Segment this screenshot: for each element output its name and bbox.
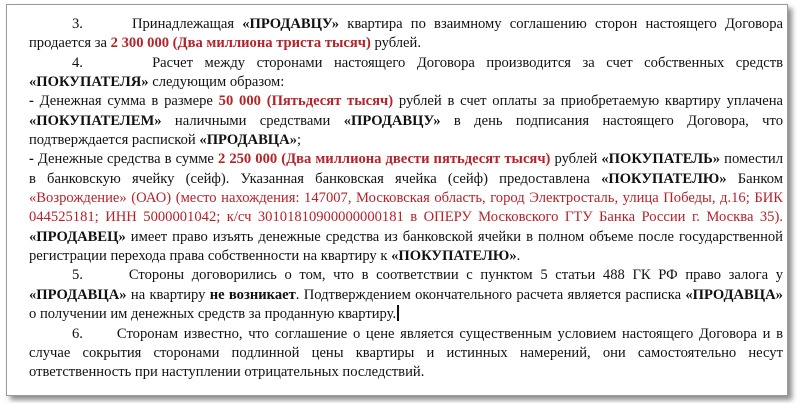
clause-text: на квартиру <box>126 286 210 303</box>
clause-text: . Подтверждением окончательного расчета является расписка <box>295 286 686 303</box>
price-amount: 2 300 000 (Два миллиона триста тысяч) <box>110 35 371 52</box>
clause-text: Денежные средства в сумме <box>37 151 218 168</box>
party-seller: «ПРОДАВЕЦ» <box>29 228 126 245</box>
deposit-amount: 50 000 (Пятьдесят тысяч) <box>218 93 394 110</box>
clause-text: . <box>516 248 521 265</box>
party-buyer: «ПОКУПАТЕЛЯ» <box>29 74 149 91</box>
text-cursor <box>397 305 399 321</box>
clause-text: Расчет между сторонами настоящего Договора производится за счет собственных средств <box>152 54 783 71</box>
clause-text: Стороны договорились о том, что в соответствии с пунктом 5 статьи 488 ГК РФ право залога у <box>128 267 784 284</box>
clause-text: рублей. <box>370 35 421 52</box>
clause-number: 5. <box>72 267 83 284</box>
list-dash: - <box>29 93 40 110</box>
clause-6 <box>29 325 783 383</box>
clause-4 <box>29 54 783 93</box>
clause-text: Денежная сумма в размере <box>39 93 219 110</box>
clause-number: 4. <box>72 54 83 71</box>
list-dash: - <box>29 151 38 168</box>
clause-4-item-1 <box>29 92 783 150</box>
clause-text: Принадлежащая <box>131 16 243 32</box>
clause-text: в день подписания настоящего Договора, что подтверждается распиской <box>29 112 784 149</box>
clause-number: 6. <box>72 325 83 342</box>
party-buyer: «ПОКУПАТЕЛЮ» <box>391 248 517 265</box>
party-buyer: «ПОКУПАТЕЛЮ» <box>601 170 727 187</box>
contract-text <box>29 15 783 383</box>
clause-text: Банком <box>726 170 783 187</box>
clause-5 <box>29 266 783 324</box>
no-lien-phrase: не возникает <box>209 286 296 303</box>
clause-text: о получении им денежных средств за проданную квартиру. <box>29 306 397 323</box>
clause-4-item-2 <box>29 150 783 266</box>
party-buyer: «ПОКУПАТЕЛЕМ» <box>29 112 162 129</box>
party-seller: «ПРОДАВЦА» <box>29 286 127 303</box>
clause-number: 3. <box>72 16 83 32</box>
clause-text: рублей в счет оплаты за приобретаемую квартиру уплачена <box>393 93 783 110</box>
party-buyer: «ПОКУПАТЕЛЬ» <box>601 151 721 168</box>
clause-text: поместил в банковскую ячейку (сейф). Указанная банковская ячейка (сейф) предоставлена <box>29 151 783 187</box>
clause-text: ; <box>297 132 302 149</box>
safe-deposit-amount: 2 250 000 (Два миллиона двести пятьдесят тысяч) <box>217 151 551 168</box>
party-seller: «ПРОДАВЦУ» <box>343 112 441 129</box>
document-frame <box>6 4 788 396</box>
clause-text: наличными средствами <box>161 112 344 129</box>
clause-text: квартира по взаимному соглашению сторон настоящего Договора продается за <box>29 16 783 52</box>
party-seller: «ПРОДАВЦА» <box>685 286 783 303</box>
clause-text: Сторонам известно, что соглашение о цене является существенным условием настоящего Договора и в случае сокрытия сторонами подлинной цены квартиры и истинных намерений, они самостоятельно несут ответственность при наступлении отрицательных последствий. <box>29 325 783 381</box>
party-seller: «ПРОДАВЦА» <box>199 132 297 149</box>
clause-3 <box>29 15 783 54</box>
party-seller: «ПРОДАВЦУ» <box>242 16 340 32</box>
clause-text: имеет право изъять денежные средства из банковской ячейки в полном объеме после государственной регистрации перехода права собственности на квартиру к <box>29 228 783 265</box>
clause-text: рублей <box>550 151 602 168</box>
bank-details: «Возрождение» (ОАО) (место нахождения: 147007, Московская область, город Электросталь, улица Победы, д.16; БИК 044525181; ИНН 5000001042; к/сч 30101810900000000181 в ОПЕРУ Московского ГТУ Банка России г. Москва 35). <box>29 190 783 226</box>
clause-text: следующим образом: <box>148 74 285 91</box>
